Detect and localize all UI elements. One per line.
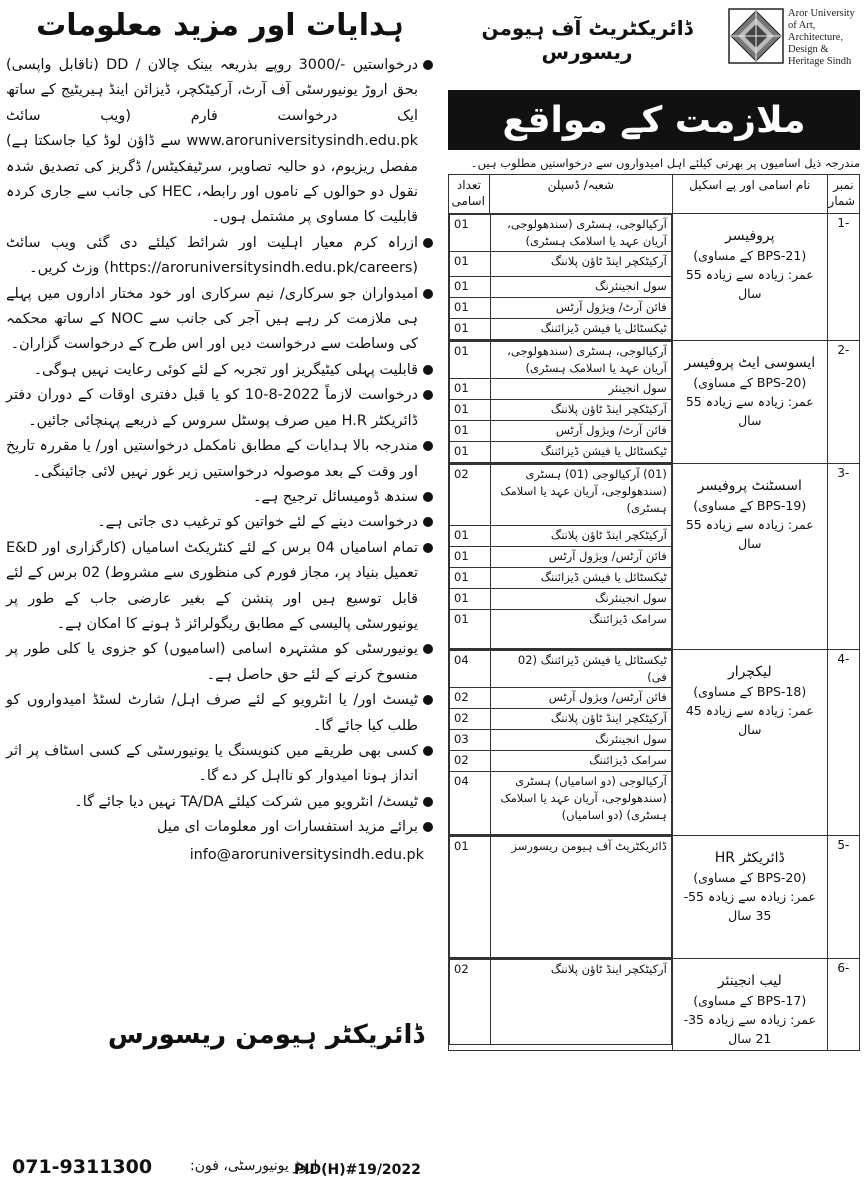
dept-count: 01	[450, 442, 491, 463]
post-age: عمر: زیادہ سے زیادہ 55 سال	[685, 517, 814, 551]
list-item: درخواست لازماً 2022-8-10 کو یا قبل دفتری اوقات کے دوران دفتر ڈائریکٹر H.R میں صرف پوسٹل سروس کے ذریعے پہنچائی جائیں۔	[6, 383, 434, 434]
list-item: قابلیت پہلی کیٹیگریز اور تجربہ کے لئے کوئی رعایت نہیں ہوگی۔	[6, 358, 434, 383]
dept-count: 01	[450, 342, 491, 379]
dept-count: 01	[450, 421, 491, 442]
row-number: -6	[827, 959, 859, 1051]
post-cell	[672, 959, 827, 1051]
row-number: -4	[827, 650, 859, 836]
list-item: درخواستیں -/3000 روپے بذریعہ بینک چالان / DD (ناقابل واپسی) بحق اروڑ یونیورسٹی آف آرٹ، آرکیٹکچر، ڈیزائن اینڈ ہیریٹیج کے ساتھ ایک درخواست فارم (ویب سائٹ www.aroruniversitysindh.edu.pk سے ڈاؤن لوڈ کیا جاسکتا ہے) مفصل ریزیوم، دو حالیہ تصاویر، سرٹیفکیٹس/ ڈگریز کی تصدیق شدہ نقول دو حوالوں کے ناموں اور رابطہ، HEC کی جانب سے جاری کردہ قابلیت کا مساوی پر مشتمل ہوں۔	[6, 53, 434, 231]
university-emblem-icon	[728, 8, 784, 64]
post-name: پروفیسر	[725, 228, 775, 244]
dept-count: 01	[450, 252, 491, 277]
post-block	[677, 838, 823, 925]
instructions-column	[6, 6, 434, 1180]
post-bps: (BPS-20 کے مساوی)	[693, 870, 807, 885]
dept-count: 01	[450, 379, 491, 400]
dept-row	[450, 730, 672, 751]
jobs-table-body	[449, 214, 860, 1051]
dept-row	[450, 319, 672, 340]
table-row	[449, 464, 860, 650]
dept-cell	[449, 214, 673, 341]
post-cell	[672, 836, 827, 959]
post-cell	[672, 341, 827, 464]
dept-row	[450, 751, 672, 772]
dept-list	[449, 959, 672, 1045]
list-item: درخواست دینے کے لئے خواتین کو ترغیب دی جاتی ہے۔	[6, 510, 434, 535]
dept-list	[449, 836, 672, 958]
dept-name: ٹیکسٹائل یا فیشن ڈیزائننگ	[491, 319, 672, 340]
dept-count: 02	[450, 465, 491, 526]
dept-count: 01	[450, 610, 491, 649]
dept-count: 01	[450, 837, 491, 958]
dept-name: ٹیکسٹائل یا فیشن ڈیزائننگ	[491, 442, 672, 463]
dept-name: سرامک ڈیزائننگ	[491, 751, 672, 772]
header-count: تعداد اسامی	[449, 175, 490, 214]
post-name: لیکچرار	[727, 664, 772, 680]
dept-name: فائن آرٹ/ ویژول آرٹس	[491, 298, 672, 319]
dept-row	[450, 465, 672, 526]
dept-name: فائن آرٹ/ ویژول آرٹس	[491, 421, 672, 442]
dept-row	[450, 442, 672, 463]
header-number: نمبر شمار	[827, 175, 859, 214]
dept-list	[449, 464, 672, 649]
dept-cell	[449, 464, 673, 650]
list-item: ٹیسٹ/ انٹرویو میں شرکت کیلئے TA/DA نہیں دیا جائے گا۔	[6, 790, 434, 815]
bullet-icon	[423, 441, 433, 451]
dept-row	[450, 772, 672, 835]
list-item: مندرجہ بالا ہدایات کے مطابق نامکمل درخواستیں اور/ یا مقررہ تاریخ اور وقت کے بعد موصولہ درخواستیں زیر غور نہیں لائی جائینگی۔	[6, 434, 434, 485]
bullet-icon	[423, 390, 433, 400]
dept-name: سرامک ڈیزائننگ	[491, 610, 672, 649]
instructions-list	[6, 53, 434, 841]
table-row	[449, 959, 860, 1051]
row-number: -5	[827, 836, 859, 959]
dept-row	[450, 215, 672, 252]
dept-row	[450, 421, 672, 442]
dept-row	[450, 277, 672, 298]
post-block	[677, 343, 823, 430]
post-cell	[672, 650, 827, 836]
dept-row	[450, 688, 672, 709]
dept-cell	[449, 836, 673, 959]
bullet-icon	[423, 822, 433, 832]
dept-row	[450, 610, 672, 649]
dept-row	[450, 651, 672, 688]
post-cell	[672, 464, 827, 650]
post-name: لیب انجینئر	[717, 973, 782, 989]
post-bps: (BPS-20 کے مساوی)	[693, 375, 807, 390]
bullet-icon	[423, 746, 433, 756]
post-name: اسسٹنٹ پروفیسر	[697, 478, 802, 494]
dept-name: آرکیٹکچر اینڈ ٹاؤن پلاننگ	[491, 252, 672, 277]
bullet-icon	[423, 644, 433, 654]
dept-name: آرکیالوجی (دو اسامیاں) ہسٹری (سندھولوجی، آریان عہد یا اسلامک ہسٹری) (دو اسامیاں)	[491, 772, 672, 835]
dept-cell	[449, 650, 673, 836]
list-item: ٹیسٹ اور/ یا انٹرویو کے لئے صرف اہل/ شارٹ لسٹڈ امیدواروں کو طلب کیا جائے گا۔	[6, 688, 434, 739]
dept-cell	[449, 341, 673, 464]
bullet-icon	[423, 543, 433, 553]
post-block	[677, 652, 823, 739]
post-block	[677, 466, 823, 553]
dept-count: 02	[450, 960, 491, 1045]
bullet-icon	[423, 365, 433, 375]
dept-row	[450, 526, 672, 547]
post-block	[677, 961, 823, 1048]
row-number: -2	[827, 341, 859, 464]
dept-name: آرکیالوجی، ہسٹری (سندھولوجی، آریان عہد یا اسلامک ہسٹری)	[491, 215, 672, 252]
post-age: عمر: زیادہ سے زیادہ 55 سال	[685, 394, 814, 428]
dept-name: سول انجینئرنگ	[491, 277, 672, 298]
dept-row	[450, 298, 672, 319]
dept-name: ٹیکسٹائل یا فیشن ڈیزائننگ (02 فی)	[491, 651, 672, 688]
dept-count: 01	[450, 547, 491, 568]
dept-cell	[449, 959, 673, 1051]
dept-count: 02	[450, 751, 491, 772]
row-number: -3	[827, 464, 859, 650]
contact-email[interactable]: info@aroruniversitysindh.edu.pk	[189, 846, 424, 863]
header-dept: شعبہ/ ڈسپلن	[489, 175, 672, 214]
list-item: امیدواران جو سرکاری/ نیم سرکاری اور خود مختار اداروں میں پہلے ہی ملازمت کر رہے ہیں آجر کی جانب سے NOC کے ساتھ محکمہ کی وساطت سے درخواست دیں اور اس طرح کے درخواست گزاران۔	[6, 282, 434, 358]
jobs-column	[448, 6, 860, 1180]
phone-label: اروڑ یونیورسٹی، فون:	[190, 1158, 318, 1174]
dept-count: 01	[450, 215, 491, 252]
post-bps: (BPS-21 کے مساوی)	[693, 248, 807, 263]
dept-name: آرکیالوجی، ہسٹری (سندھولوجی، آریان عہد یا اسلامک ہسٹری)	[491, 342, 672, 379]
list-item: یونیورسٹی کو مشتہرہ اسامی (اسامیوں) کو جزوی یا کلی طور پر منسوخ کرنے کے لئے حق حاصل ہے۔	[6, 637, 434, 688]
intro-text: مندرجہ ذیل اسامیوں پر بھرتی کیلئے اہل امیدواروں سے درخواستیں مطلوب ہیں۔	[470, 156, 860, 170]
bullet-icon	[423, 492, 433, 502]
dept-row	[450, 342, 672, 379]
dept-count: 02	[450, 709, 491, 730]
bullet-icon	[423, 60, 433, 70]
dept-count: 04	[450, 772, 491, 835]
table-row	[449, 836, 860, 959]
post-age: عمر: زیادہ سے زیادہ 55-35 سال	[683, 889, 816, 923]
footer	[12, 1156, 434, 1182]
row-number: -1	[827, 214, 859, 341]
phone-number: 071-9311300	[12, 1156, 153, 1178]
dept-list	[449, 214, 672, 340]
bullet-icon	[423, 289, 433, 299]
banner-title: ملازمت کے مواقع	[448, 90, 860, 150]
post-cell	[672, 214, 827, 341]
bullet-icon	[423, 238, 433, 248]
table-row	[449, 214, 860, 341]
post-name: ایسوسی ایٹ پروفیسر	[684, 355, 816, 371]
dept-name: آرکیٹکچر اینڈ ٹاؤن پلاننگ	[491, 960, 672, 1045]
dept-count: 03	[450, 730, 491, 751]
dept-name: ڈائریکٹریٹ آف ہیومن ریسورسز	[491, 837, 672, 958]
dept-row	[450, 547, 672, 568]
dept-name: ٹیکسٹائل یا فیشن ڈیزائننگ	[491, 568, 672, 589]
post-bps: (BPS-19 کے مساوی)	[693, 498, 807, 513]
post-block	[677, 216, 823, 303]
post-bps: (BPS-17 کے مساوی)	[693, 993, 807, 1008]
post-bps: (BPS-18 کے مساوی)	[693, 684, 807, 699]
dept-count: 01	[450, 298, 491, 319]
post-age: عمر: زیادہ سے زیادہ 45 سال	[685, 703, 814, 737]
dept-row	[450, 837, 672, 958]
dept-name: فائن آرٹس/ ویژول آرٹس	[491, 547, 672, 568]
dept-row	[450, 960, 672, 1045]
table-row	[449, 341, 860, 464]
university-logo	[728, 8, 860, 78]
dept-row	[450, 589, 672, 610]
dept-row	[450, 709, 672, 730]
dept-count: 02	[450, 688, 491, 709]
dept-name: آرکیٹکچر اینڈ ٹاؤن پلاننگ	[491, 526, 672, 547]
dept-count: 01	[450, 589, 491, 610]
post-name: ڈائریکٹر HR	[714, 850, 785, 866]
post-age: عمر: زیادہ سے زیادہ 35-21 سال	[683, 1012, 816, 1046]
dept-row	[450, 252, 672, 277]
dept-count: 01	[450, 319, 491, 340]
dept-name: (01) آرکیالوجی (01) ہسٹری (سندھولوجی، آریان عہد یا اسلامک ہسٹری)	[491, 465, 672, 526]
list-item: تمام اسامیاں 04 برس کے لئے کنٹریکٹ اسامیاں (کارگزاری اور E&D تعمیل بنیاد پر، مجاز فورم کی منظوری سے مشروط) 02 برس کے لئے قابل توسیع ہیں اور پنشن کے بغیر عارضی جاب کے طور پر یونیورسٹی پالیسی کے مطابق ریگولرائز ڈ ہونے کا امکان ہے۔	[6, 536, 434, 638]
bullet-icon	[423, 517, 433, 527]
dept-count: 01	[450, 526, 491, 547]
dept-name: فائن آرٹس/ ویژول آرٹس	[491, 688, 672, 709]
dept-name: سول انجینئر	[491, 379, 672, 400]
jobs-table	[448, 174, 860, 1051]
dept-count: 01	[450, 568, 491, 589]
dept-name: سول انجینئرنگ	[491, 589, 672, 610]
signature-title: ڈائریکٹر ہیومن ریسورس	[107, 1020, 424, 1050]
table-header-row	[449, 175, 860, 214]
bullet-icon	[423, 695, 433, 705]
dept-name: آرکیٹکچر اینڈ ٹاؤن پلاننگ	[491, 400, 672, 421]
header-post: نام اسامی اور پے اسکیل	[672, 175, 827, 214]
list-item: کسی بھی طریقے میں کنویسنگ یا یونیورسٹی کے کسی اسٹاف پر اثر انداز ہونا امیدوار کو نااہل کر دے گا۔	[6, 739, 434, 790]
logo-text: Aror University of Art, Architecture, Design & Heritage Sindh	[788, 8, 855, 67]
dept-name: سول انجینئرنگ	[491, 730, 672, 751]
dept-count: 01	[450, 277, 491, 298]
department-title: ڈائریکٹریٹ آف ہیومن ریسورس	[481, 16, 693, 64]
dept-row	[450, 379, 672, 400]
dept-count: 01	[450, 400, 491, 421]
list-item: سندھ ڈومیسائل ترجیح ہے۔	[6, 485, 434, 510]
dept-row	[450, 400, 672, 421]
dept-list	[449, 650, 672, 835]
post-age: عمر: زیادہ سے زیادہ 55 سال	[685, 267, 814, 301]
dept-row	[450, 568, 672, 589]
pid-number: PID(H)#19/2022	[294, 1162, 421, 1178]
dept-count: 04	[450, 651, 491, 688]
instructions-title: ہدایات اور مزید معلومات	[36, 8, 404, 43]
table-row	[449, 650, 860, 836]
list-item: برائے مزید استفسارات اور معلومات ای میل	[6, 815, 434, 840]
bullet-icon	[423, 797, 433, 807]
dept-name: آرکیٹکچر اینڈ ٹاؤن پلاننگ	[491, 709, 672, 730]
list-item: ازراہ کرم معیار اہلیت اور شرائط کیلئے دی گئی ویب سائٹ (https://aroruniversitysindh.edu.pk/careers) وزٹ کریں۔	[6, 231, 434, 282]
dept-list	[449, 341, 672, 463]
